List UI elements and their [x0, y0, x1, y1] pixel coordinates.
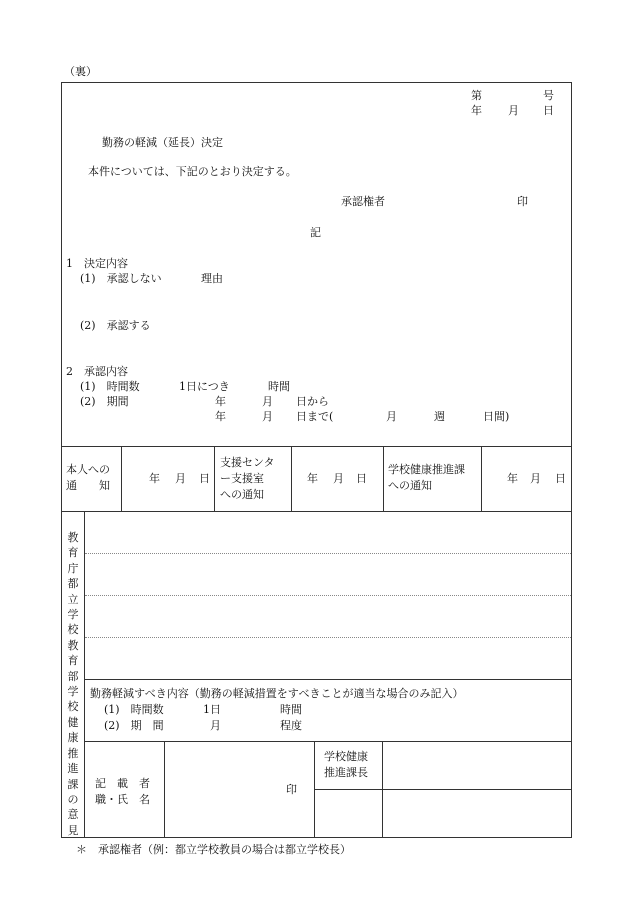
to-year: 年: [215, 410, 226, 423]
vertical-label-char: 見: [67, 823, 79, 837]
approver-label: 承認権者: [341, 195, 385, 208]
duration-month: 月: [386, 410, 397, 423]
vertical-label-char: 推: [67, 746, 79, 760]
director-line2: 推進課長: [324, 766, 368, 779]
recorder-line2: 職・氏 名: [95, 793, 150, 806]
support-date-day: 日: [356, 472, 367, 485]
not-approve-item: (1) 承認しない: [80, 272, 162, 285]
section1-heading: 1 決定内容: [66, 257, 128, 270]
reduction-month-unit: 月: [210, 719, 221, 732]
opinion-line-2: [85, 595, 571, 596]
reason-label: 理由: [201, 272, 223, 285]
reduction-one-day: 1日: [203, 703, 221, 716]
school-date-month: 月: [530, 472, 541, 485]
self-date-month: 月: [175, 472, 186, 485]
duration-week: 週: [434, 410, 445, 423]
director-split: [314, 789, 572, 790]
number-label-prefix: 第: [471, 89, 482, 102]
hours-item-label: (1) 時間数: [80, 380, 140, 393]
ki-label: 記: [310, 226, 321, 239]
director-line1: 学校健康: [324, 750, 368, 763]
vertical-label-char: 健: [67, 715, 79, 729]
school-date-year: 年: [507, 472, 518, 485]
date-month: 月: [508, 104, 519, 117]
opinion-line-1: [85, 553, 571, 554]
notify-divider-5: [481, 446, 482, 511]
reduction-heading: 勤務軽減すべき内容（勤務の軽減措置をすべきことが適当な場合のみ記入）: [90, 687, 464, 700]
vertical-label-char: 立: [67, 592, 79, 606]
vertical-label-char: 学: [67, 685, 79, 699]
vertical-label-char: 学: [67, 608, 79, 622]
from-month: 月: [262, 395, 273, 408]
reduction-extent: 程度: [280, 719, 302, 732]
school-date-day: 日: [555, 472, 566, 485]
footnote: ＊ 承認権者（例：都立学校教員の場合は都立学校長）: [76, 843, 351, 856]
vertical-label-char: 校: [67, 623, 79, 637]
decision-title: 勤務の軽減（延長）決定: [102, 136, 223, 149]
vertical-label-char: の: [67, 792, 79, 806]
notify-divider-3: [291, 446, 292, 511]
vertical-label-char: 都: [67, 577, 79, 591]
vertical-label-char: 教: [67, 638, 79, 652]
opinion-vertical-label: [65, 530, 81, 838]
self-date-year: 年: [149, 472, 160, 485]
vertical-label-char: 育: [67, 654, 79, 668]
per-day-label: 1日につき: [179, 380, 230, 393]
support-date-month: 月: [333, 472, 344, 485]
signature-row-top: [84, 741, 572, 742]
notify-row-top: [61, 446, 572, 447]
section2-heading: 2 承認内容: [66, 365, 128, 378]
vertical-label-char: 庁: [67, 561, 79, 575]
vertical-label-char: 教: [67, 531, 79, 544]
recorder-line1: 記 載 者: [95, 777, 150, 790]
notify-divider-1: [121, 446, 122, 511]
vertical-label-char: 康: [67, 731, 79, 745]
reduction-hours-label: (1) 時間数: [104, 703, 164, 716]
self-date-day: 日: [199, 472, 210, 485]
from-year: 年: [215, 395, 226, 408]
hours-unit: 時間: [268, 380, 290, 393]
notify-support-line3: への通知: [220, 488, 264, 501]
to-month: 月: [262, 410, 273, 423]
to-day: 日まで(: [296, 410, 334, 423]
approver-seal: 印: [517, 195, 528, 208]
date-day: 日: [543, 104, 554, 117]
notify-support-line1: 支援センタ: [220, 456, 275, 469]
opinion-label-divider: [84, 511, 85, 838]
reduction-period-label: (2) 期 間: [104, 719, 164, 732]
duration-day: 日間): [483, 410, 510, 423]
vertical-label-char: 校: [67, 700, 79, 714]
vertical-label-char: 課: [67, 777, 79, 791]
vertical-label-char: 育: [67, 546, 79, 560]
vertical-label-char: 意: [67, 808, 79, 822]
signature-divider-1: [164, 741, 165, 838]
notify-self-line2: 通 知: [66, 479, 110, 492]
opinion-text-bottom: [84, 679, 572, 680]
notify-divider-4: [383, 446, 384, 511]
support-date-year: 年: [307, 472, 318, 485]
notify-school-line1: 学校健康推進課: [388, 463, 465, 476]
notify-support-line2: ー支援室: [220, 472, 264, 485]
number-label-suffix: 号: [543, 89, 554, 102]
period-item-label: (2) 期間: [80, 395, 129, 408]
notify-divider-2: [214, 446, 215, 511]
decision-statement: 本件については、下記のとおり決定する。: [88, 165, 297, 178]
reduction-hours-unit: 時間: [280, 703, 302, 716]
notify-school-line2: への通知: [388, 479, 432, 492]
side-label: （裏）: [64, 65, 97, 78]
notify-row-bottom: [61, 511, 572, 512]
opinion-line-3: [85, 637, 571, 638]
notify-self-line1: 本人への: [66, 463, 110, 476]
recorder-seal: 印: [286, 783, 297, 796]
vertical-label-char: 部: [67, 669, 79, 683]
from-day: 日から: [296, 395, 329, 408]
approve-item: (2) 承認する: [80, 319, 151, 332]
date-year: 年: [471, 104, 482, 117]
vertical-label-char: 進: [67, 762, 79, 776]
